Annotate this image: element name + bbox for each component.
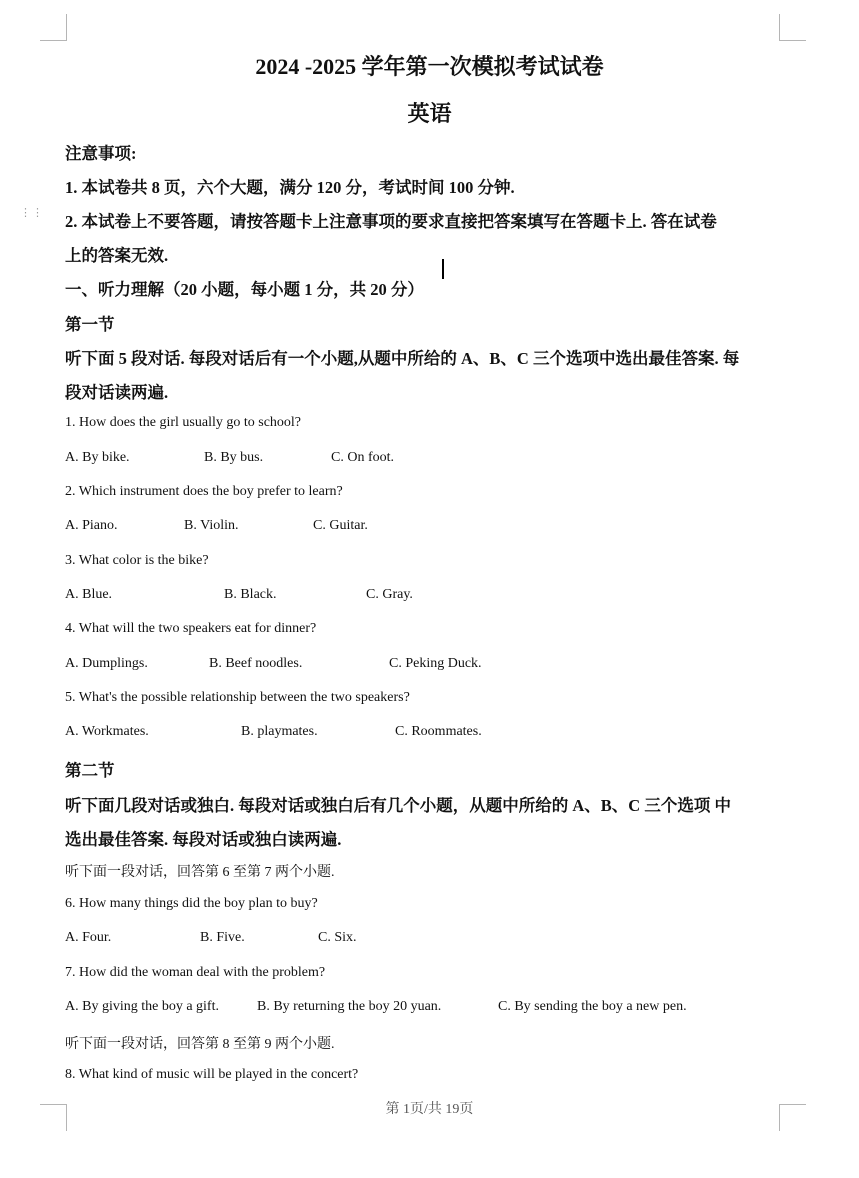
q5-option-a: A. Workmates. (65, 724, 149, 739)
q5-option-c: C. Roommates. (395, 724, 482, 739)
q4-option-c: C. Peking Duck. (389, 656, 482, 671)
part1-heading: 一、听力理解（20 小题，每小题 1 分，共 20 分） (65, 280, 424, 299)
section2-instructions-cont: 选出最佳答案. 每段对话或独白读两遍. (65, 830, 342, 849)
question-6: 6. How many things did the boy plan to buy? (65, 896, 318, 911)
q7-option-c: C. By sending the boy a new pen. (498, 999, 687, 1014)
q4-option-b: B. Beef noodles. (209, 656, 303, 671)
q6-option-b: B. Five. (200, 930, 245, 945)
question-4: 4. What will the two speakers eat for dinner? (65, 621, 317, 636)
question-2: 2. Which instrument does the boy prefer to learn? (65, 484, 343, 499)
notice-heading: 注意事项: (65, 144, 137, 163)
dialogue-group-2: 听下面一段对话，回答第 8 至第 9 两个小题. (65, 1037, 335, 1052)
question-3: 3. What color is the bike? (65, 553, 209, 568)
q7-option-a: A. By giving the boy a gift. (65, 999, 219, 1014)
crop-mark-top-right (779, 14, 806, 41)
text-cursor (442, 259, 444, 279)
question-5: 5. What's the possible relationship between the two speakers? (65, 690, 410, 705)
dialogue-group-1: 听下面一段对话，回答第 6 至第 7 两个小题. (65, 865, 335, 880)
q1-option-b: B. By bus. (204, 450, 264, 465)
crop-mark-top-left (40, 14, 67, 41)
exam-title: 2024 -2025 学年第一次模拟考试试卷 (255, 54, 604, 79)
notice-item-1: 1. 本试卷共 8 页，六个大题，满分 120 分，考试时间 100 分钟. (65, 178, 515, 197)
drag-handle-icon[interactable]: ⋮⋮ (20, 206, 44, 219)
q4-option-a: A. Dumplings. (65, 656, 148, 671)
q3-option-c: C. Gray. (366, 587, 413, 602)
notice-item-2: 2. 本试卷上不要答题，请按答题卡上注意事项的要求直接把答案填写在答题卡上. 答在试卷 (65, 212, 717, 231)
notice-item-2-cont: 上的答案无效. (65, 246, 169, 265)
question-8: 8. What kind of music will be played in the concert? (65, 1067, 359, 1082)
question-1: 1. How does the girl usually go to school? (65, 415, 302, 430)
q1-option-c: C. On foot. (331, 450, 394, 465)
q2-option-a: A. Piano. (65, 518, 118, 533)
section1-instructions: 听下面 5 段对话. 每段对话后有一个小题,从题中所给的 A、B、C 三个选项中选出最佳答案. 每 (65, 349, 740, 368)
subject-title: 英语 (407, 101, 452, 126)
q3-option-a: A. Blue. (65, 587, 113, 602)
q3-option-b: B. Black. (224, 587, 277, 602)
q2-option-c: C. Guitar. (313, 518, 368, 533)
question-7: 7. How did the woman deal with the problem? (65, 965, 326, 980)
section1-heading: 第一节 (65, 315, 115, 334)
q5-option-b: B. playmates. (241, 724, 318, 739)
page-number: 第 1页/共 19页 (385, 1102, 474, 1117)
q7-option-b: B. By returning the boy 20 yuan. (257, 999, 442, 1014)
q6-option-a: A. Four. (65, 930, 112, 945)
q2-option-b: B. Violin. (184, 518, 239, 533)
section1-instructions-cont: 段对话读两遍. (65, 383, 169, 402)
section2-heading: 第二节 (65, 761, 115, 780)
q1-option-a: A. By bike. (65, 450, 130, 465)
section2-instructions: 听下面几段对话或独白. 每段对话或独白后有几个小题，从题中所给的 A、B、C 三个选项 中 (65, 796, 731, 815)
q6-option-c: C. Six. (318, 930, 357, 945)
